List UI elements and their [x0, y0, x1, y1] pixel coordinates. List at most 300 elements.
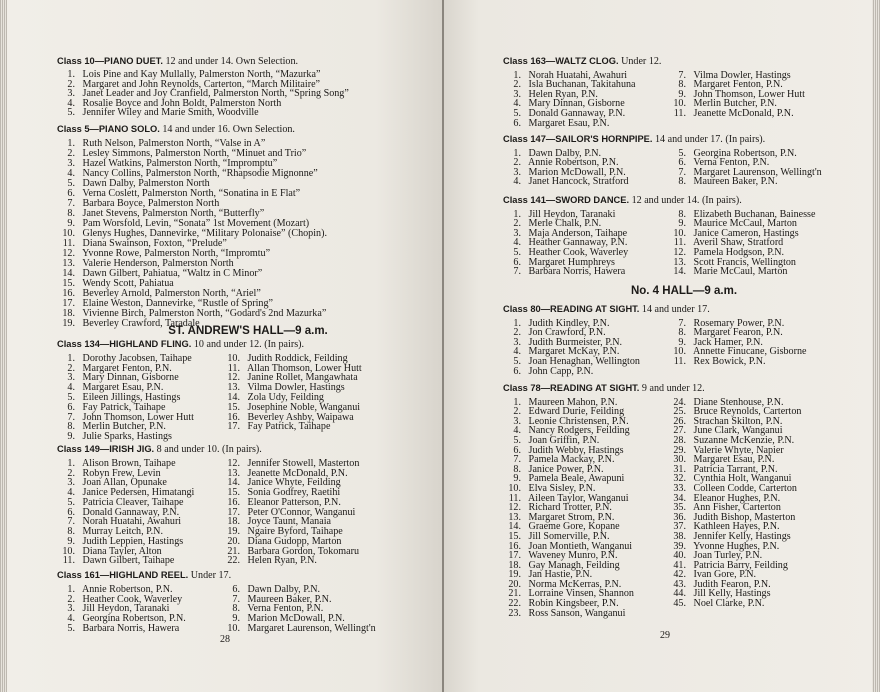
- entry-name: Helen Ryan, P.N.: [526, 88, 598, 100]
- class-heading: [503, 305, 710, 315]
- entry-number: 2.: [513, 327, 521, 339]
- entry-name: Dawn Dalby, P.N.: [526, 147, 602, 159]
- list-item: [222, 624, 376, 634]
- entry-name: Annette Finucane, Gisborne: [691, 346, 807, 358]
- entry-number: 4.: [513, 237, 521, 249]
- entry-name: Donald Gannaway, P.N.: [526, 107, 626, 119]
- entry-number: 3.: [67, 372, 75, 384]
- entry-number: 6.: [67, 506, 75, 518]
- class-80-reading-at-sight: [503, 304, 807, 377]
- entry-number: 6.: [67, 401, 75, 413]
- entry-number: 2.: [67, 148, 75, 159]
- entry-number: 13.: [227, 467, 240, 479]
- entry-number: 8.: [678, 79, 686, 91]
- entry-name: Wendy Scott, Pahiatua: [80, 278, 174, 289]
- entry-name: Janet Leader and Joy Cranfield, Palmerston North, “Spring Song”: [80, 88, 349, 100]
- entry-number: 34.: [673, 492, 686, 504]
- entry-number: 2.: [67, 362, 75, 374]
- entry-name: Kathleen Hayes, P.N.: [691, 521, 780, 533]
- entry-number: 12.: [673, 246, 686, 258]
- entry-number: 1.: [67, 583, 75, 595]
- entry-number: 16.: [227, 411, 240, 423]
- entry-name: Noel Clarke, P.N.: [691, 598, 765, 610]
- entry-name: Beverley Ashby, Waipawa: [245, 411, 354, 423]
- entry-name: Jennifer Kelly, Hastings: [691, 530, 791, 542]
- entry-number: 1.: [67, 138, 75, 149]
- entry-number: 8.: [678, 176, 686, 188]
- entry-name: Dawn Gilbert, Pahiatua, “Waltz in C Minor”: [80, 268, 263, 279]
- class-details: 12 and under 14. (In pairs).: [629, 195, 742, 206]
- entry-name: Yvonne Hughes, P.N.: [691, 540, 780, 552]
- class-heading: [503, 57, 661, 67]
- entry-number: 6.: [67, 188, 75, 199]
- entry-name: Verna Coslett, Palmerston North, “Sonatina in E Flat”: [80, 188, 301, 199]
- entry-name: Gay Managh, Feilding: [526, 559, 620, 571]
- entry-name: Merlin Butcher, P.N.: [691, 98, 777, 110]
- entry-name: Janet Stevens, Palmerston North, “Butterfly”: [80, 208, 265, 219]
- entry-number: 3.: [67, 158, 75, 169]
- entry-number: 3.: [67, 603, 75, 615]
- entry-number: 38.: [673, 530, 686, 542]
- class-title: Class 141—SWORD DANCE.: [503, 195, 630, 205]
- entry-number: 32.: [673, 473, 686, 485]
- entry-name: Eileen Jillings, Hastings: [80, 391, 181, 403]
- entry-name: Judith Bishop, Masterton: [691, 511, 796, 523]
- entry-name: Margaret Strom, P.N.: [526, 511, 615, 523]
- entry-number: 1.: [513, 396, 521, 408]
- entry-number: 35.: [673, 502, 686, 514]
- entry-number: 7.: [67, 411, 75, 423]
- class-149-irish-jig: [57, 444, 360, 567]
- class-details: Under 17.: [188, 570, 232, 581]
- entry-name: Patricia Tarrant, P.N.: [691, 463, 778, 475]
- entry-name: Elaine Weston, Dannevirke, “Rustle of Spring”: [80, 298, 273, 309]
- entry-number: 11.: [508, 492, 521, 504]
- entry-name: Fay Patrick, Taihape: [80, 401, 166, 413]
- page-number: 29: [660, 630, 670, 641]
- entry-name: Diana Gudopp, Marton: [245, 535, 342, 547]
- class-details: 14 and under 17. (In pairs).: [652, 134, 766, 145]
- entry-number: 6.: [513, 256, 521, 268]
- entry-name: Ann Fisher, Carterton: [691, 502, 781, 514]
- entry-number: 4.: [67, 613, 75, 625]
- entry-name: Annie Robertson, P.N.: [80, 583, 173, 595]
- entry-name: Mary Dinnan, Gisborne: [80, 372, 179, 384]
- class-details: 8 and under 10. (In pairs).: [154, 444, 262, 455]
- entry-number: 4.: [513, 425, 521, 437]
- entry-name: Verna Fenton, P.N.: [691, 157, 770, 169]
- entry-number: 14.: [673, 266, 686, 278]
- entry-name: Josephine Noble, Wanganui: [245, 401, 361, 413]
- class-heading: [57, 571, 231, 581]
- class-heading: [57, 124, 327, 135]
- entry-number: 31.: [673, 463, 686, 475]
- entry-number: 41.: [673, 559, 686, 571]
- entry-number: 5.: [678, 147, 686, 159]
- entry-number: 8.: [232, 603, 240, 615]
- entry-number: 9.: [67, 535, 75, 547]
- two-column-list: [503, 396, 802, 619]
- list-column: [668, 71, 805, 119]
- entry-name: Jennifer Wiley and Marie Smith, Woodville: [80, 107, 259, 119]
- entry-number: 2.: [67, 593, 75, 605]
- entry-number: 20.: [227, 535, 240, 547]
- entry-number: 3.: [513, 166, 521, 178]
- entry-name: Dawn Dalby, P.N.: [245, 583, 321, 595]
- entry-number: 4.: [67, 97, 75, 109]
- entry-name: Jennifer Stowell, Masterton: [245, 457, 360, 469]
- entry-name: John Thomson, Lower Hutt: [80, 411, 194, 423]
- entry-name: Judith Kindley, P.N.: [526, 317, 610, 329]
- entry-name: Maurice McCaul, Marton: [691, 218, 797, 230]
- entry-number: 18.: [227, 516, 240, 528]
- class-134-highland-fling: [57, 339, 362, 443]
- class-141-sword-dance: [503, 195, 816, 278]
- hall-heading: No. 4 HALL—9 a.m.: [630, 285, 738, 297]
- entry-number: 4.: [513, 346, 521, 358]
- class-heading: [57, 57, 349, 66]
- entry-name: Lois Pine and Kay Mullally, Palmerston North, “Mazurka”: [80, 69, 321, 81]
- entry-number: 9.: [678, 336, 686, 348]
- entry-name: Robyn Frew, Levin: [80, 467, 161, 479]
- entry-name: Valerie Henderson, Palmerston North: [80, 258, 234, 269]
- entry-name: Margaret Fenton, P.N.: [80, 362, 172, 374]
- entry-number: 7.: [678, 166, 686, 178]
- entry-number: 36.: [673, 511, 686, 523]
- entry-name: Margaret Esau, P.N.: [691, 454, 775, 466]
- entry-name: Annie Robertson, P.N.: [526, 157, 619, 169]
- entry-number: 9.: [67, 218, 75, 229]
- list-item: [668, 109, 805, 119]
- list-column: [503, 71, 661, 129]
- entry-number: 17.: [508, 550, 521, 562]
- entry-name: Janice Whyte, Feilding: [245, 477, 341, 489]
- entry-number: 15.: [227, 401, 240, 413]
- entry-number: 9.: [678, 88, 686, 100]
- entry-name: Sonia Godfrey, Raetihi: [245, 487, 341, 498]
- entry-name: Ivan Gore, P.N.: [691, 569, 757, 581]
- entry-number: 14.: [227, 477, 240, 489]
- entry-name: Merle Chalk, P.N.: [526, 218, 602, 230]
- entry-number: 13.: [62, 258, 75, 269]
- entry-name: Verna Fenton, P.N.: [245, 603, 324, 615]
- entry-number: 21.: [508, 588, 521, 600]
- class-161-highland-reel: [57, 570, 376, 634]
- entry-name: Jeanette McDonald, P.N.: [245, 467, 348, 479]
- entry-number: 13.: [227, 382, 240, 394]
- entry-name: Zola Udy, Feilding: [245, 391, 324, 403]
- entry-number: 10.: [673, 346, 686, 358]
- two-column-list: [503, 208, 816, 278]
- entry-number: 8.: [67, 208, 75, 219]
- entry-name: Pamela Mackay, P.N.: [526, 454, 615, 466]
- entry-name: Robin Kingsbeer, P.N.: [526, 598, 619, 610]
- entry-number: 17.: [62, 298, 75, 309]
- entry-number: 18.: [508, 559, 521, 571]
- entry-number: 10.: [227, 352, 240, 364]
- entry-number: 12.: [227, 457, 240, 469]
- list-column: [222, 459, 359, 566]
- class-details: 10 and under 12. (In pairs).: [191, 339, 305, 350]
- entry-name: Murray Leitch, P.N.: [80, 526, 163, 537]
- entry-name: Valerie Whyte, Napier: [691, 444, 784, 456]
- entry-name: Vivienne Birch, Palmerston North, “Godard's 2nd Mazurka”: [80, 308, 327, 319]
- entry-name: Marion McDowall, P.N.: [245, 613, 345, 625]
- entry-name: Judith Burmeister, P.N.: [526, 336, 623, 348]
- two-column-list: [57, 583, 376, 634]
- entry-name: Glenys Hughes, Dannevirke, “Military Polonaise” (Chopin).: [80, 228, 327, 239]
- entry-name: June Clark, Wanganui: [691, 425, 783, 437]
- class-details: 14 and under 17.: [639, 304, 710, 315]
- entry-name: Nancy Collins, Palmerston North, “Rhapsodie Mignonne”: [80, 168, 318, 179]
- entry-number: 7.: [678, 317, 686, 329]
- entry-number: 3.: [513, 88, 521, 100]
- entry-name: Margaret Fearon, P.N.: [691, 327, 783, 339]
- entry-number: 39.: [673, 540, 686, 552]
- entry-number: 1.: [67, 352, 75, 364]
- list-item: [222, 422, 362, 432]
- entry-name: Rosemary Power, P.N.: [691, 317, 785, 329]
- entry-name: Allan Thomson, Lower Hutt: [245, 362, 362, 374]
- list-item: [503, 367, 710, 377]
- entry-name: Elva Sisley, P.N.: [526, 482, 596, 494]
- entry-number: 11.: [673, 107, 686, 119]
- entry-name: Joan Montieth, Wanganui: [526, 540, 633, 552]
- entry-number: 21.: [227, 545, 240, 557]
- entry-name: Diane Stenhouse, P.N.: [691, 396, 784, 408]
- entry-number: 10.: [227, 622, 240, 634]
- entry-name: Rex Bowick, P.N.: [691, 355, 766, 367]
- entry-number: 7.: [67, 198, 75, 209]
- list-item: [222, 556, 359, 566]
- entry-number: 8.: [67, 421, 75, 433]
- entry-name: Elizabeth Buchanan, Bainesse: [691, 208, 816, 220]
- entry-number: 40.: [673, 550, 686, 562]
- entry-number: 6.: [513, 444, 521, 456]
- entry-number: 44.: [673, 588, 686, 600]
- entry-name: Merlin Butcher, P.N.: [80, 421, 166, 433]
- list-item: [503, 119, 661, 129]
- entry-number: 12.: [508, 502, 521, 514]
- entry-name: Marion McDowall, P.N.: [526, 166, 626, 178]
- entry-name: Joan Henaghan, Wellington: [526, 355, 640, 367]
- entry-name: Marie McCaul, Marton: [691, 266, 788, 278]
- entry-name: Heather Cook, Waverley: [80, 593, 183, 605]
- entry-number: 1.: [513, 147, 521, 159]
- entry-name: Margaret Laurenson, Wellingt'n: [245, 622, 376, 634]
- entry-name: Edward Durie, Feilding: [526, 406, 625, 418]
- entry-name: Barbara Boyce, Palmerston North: [80, 198, 220, 209]
- entry-name: Jeanette McDonald, P.N.: [691, 107, 794, 119]
- entry-number: 9.: [67, 431, 75, 443]
- entry-number: 45.: [673, 598, 686, 610]
- entry-name: Julie Sparks, Hastings: [80, 431, 172, 443]
- entry-number: 7.: [232, 593, 240, 605]
- two-column-list: [503, 69, 805, 129]
- entry-number: 10.: [62, 228, 75, 239]
- entry-name: Maureen Mahon, P.N.: [526, 396, 618, 408]
- entry-name: Lesley Simmons, Palmerston North, “Minuet and Trio”: [80, 148, 307, 159]
- entry-number: 19.: [62, 318, 75, 329]
- list-item: [668, 177, 822, 187]
- entry-name: Beverley Crawford, Taradale: [80, 318, 200, 329]
- entry-number: 14.: [227, 391, 240, 403]
- entry-number: 11.: [62, 238, 75, 249]
- list-column: [668, 149, 822, 187]
- entry-number: 6.: [513, 365, 521, 377]
- entry-number: 10.: [673, 227, 686, 239]
- entry-name: Heather Cook, Waverley: [526, 246, 629, 258]
- entry-number: 15.: [62, 278, 75, 289]
- entry-number: 5.: [67, 496, 75, 508]
- hall-heading: ST. ANDREW'S HALL—9 a.m.: [168, 325, 328, 337]
- class-title: Class 161—HIGHLAND REEL.: [57, 570, 189, 580]
- entry-name: John Capp, P.N.: [526, 365, 594, 377]
- entry-number: 1.: [513, 208, 521, 220]
- entry-name: Dawn Dalby, Palmerston North: [80, 178, 210, 189]
- entry-name: Leonie Christensen, P.N.: [526, 415, 629, 427]
- entry-number: 16.: [227, 496, 240, 508]
- entry-number: 2.: [513, 218, 521, 230]
- entry-name: Graeme Gore, Kopane: [526, 521, 620, 533]
- entry-name: Vilma Dowler, Hastings: [245, 382, 345, 394]
- entry-name: Hazel Watkins, Palmerston North, “Impromptu”: [80, 158, 278, 169]
- entry-number: 14.: [508, 521, 521, 533]
- two-column-list: [503, 147, 822, 188]
- entry-number: 13.: [508, 511, 521, 523]
- entry-number: 5.: [513, 434, 521, 446]
- list-column: [57, 585, 231, 634]
- entry-number: 8.: [678, 327, 686, 339]
- entry-number: 1.: [67, 69, 75, 81]
- entry-number: 5.: [513, 246, 521, 258]
- class-5-piano-solo: [57, 124, 327, 329]
- class-heading: [503, 384, 705, 394]
- class-163-waltz-clog: [503, 56, 805, 129]
- two-column-list: [57, 457, 360, 567]
- entry-name: Vilma Dowler, Hastings: [691, 69, 791, 81]
- class-title: Class 80—READING AT SIGHT.: [503, 304, 640, 314]
- entry-number: 4.: [513, 176, 521, 188]
- entry-name: Mary Dinnan, Gisborne: [526, 98, 625, 110]
- entry-number: 5.: [67, 178, 75, 189]
- entry-name: Diana Swainson, Foxton, “Prelude”: [80, 238, 227, 249]
- entry-number: 8.: [513, 463, 521, 475]
- entry-number: 14.: [62, 268, 75, 279]
- entry-name: Barbara Norris, Hawera: [80, 622, 180, 634]
- entry-name: Barbara Gordon, Tokomaru: [245, 545, 360, 557]
- entry-number: 1.: [67, 457, 75, 469]
- entry-number: 4.: [67, 382, 75, 394]
- entry-name: Judith Fearon, P.N.: [691, 578, 771, 590]
- entry-name: Patricia Barry, Feilding: [691, 559, 788, 571]
- entry-number: 22.: [227, 555, 240, 567]
- entry-name: Lorraine Vinsen, Shannon: [526, 588, 634, 600]
- entry-name: Heather Gannaway, P.N.: [526, 237, 628, 249]
- entry-name: Maureen Baker, P.N.: [245, 593, 332, 605]
- entry-name: Ngaire Byford, Taihape: [245, 526, 343, 537]
- list-item: [57, 624, 231, 634]
- entry-name: Georgina Robertson, P.N.: [691, 147, 797, 159]
- entry-name: Eleanor Hughes, P.N.: [691, 492, 781, 504]
- entry-number: 30.: [673, 454, 686, 466]
- entry-name: Margaret Esau, P.N.: [526, 117, 610, 129]
- entry-name: Joan Turley, P.N.: [691, 550, 763, 562]
- list-item: [503, 609, 705, 619]
- entry-name: Joan Allan, Opunake: [80, 477, 167, 489]
- class-details: 9 and under 12.: [639, 383, 705, 394]
- list-item: [668, 267, 815, 277]
- class-title: Class 149—IRISH JIG.: [57, 444, 155, 454]
- entry-number: 7.: [678, 69, 686, 81]
- entry-name: John Thomson, Lower Hutt: [691, 88, 805, 100]
- list-item: [668, 599, 801, 609]
- class-title: Class 147—SAILOR'S HORNPIPE.: [503, 134, 653, 144]
- entry-name: Janine Rollet, Mangawhata: [245, 372, 358, 384]
- entry-name: Margaret Fenton, P.N.: [691, 79, 783, 91]
- entry-number: 1.: [513, 69, 521, 81]
- class-details: 14 and under 16. Own Selection.: [159, 124, 295, 135]
- entry-number: 15.: [227, 487, 240, 498]
- class-details: 12 and under 14. Own Selection.: [162, 56, 299, 67]
- entry-name: Donald Gannaway, P.N.: [80, 506, 180, 518]
- entry-name: Georgina Robertson, P.N.: [80, 613, 186, 625]
- two-column-list: [503, 317, 807, 377]
- list-item: [57, 108, 349, 117]
- entry-name: Colleen Codde, Carterton: [691, 482, 797, 494]
- entry-number: 33.: [673, 482, 686, 494]
- entry-number: 5.: [67, 107, 75, 119]
- entry-number: 43.: [673, 578, 686, 590]
- entry-name: Judith Roddick, Feilding: [245, 352, 348, 364]
- entry-name: Jill Kelly, Hastings: [691, 588, 771, 600]
- entry-name: Bruce Reynolds, Carterton: [691, 406, 802, 418]
- entry-number: 15.: [508, 530, 521, 542]
- entry-name: Peter O'Connor, Wanganui: [245, 506, 356, 518]
- entry-name: Ruth Nelson, Palmerston North, “Valse in A”: [80, 138, 266, 149]
- entry-name: Cynthia Holt, Wanganui: [691, 473, 792, 485]
- entry-number: 5.: [67, 622, 75, 634]
- entry-number: 17.: [227, 421, 240, 433]
- entry-number: 2.: [67, 78, 75, 90]
- entry-name: Nancy Rodgers, Feilding: [526, 425, 630, 437]
- entry-number: 5.: [67, 391, 75, 403]
- class-10-piano-duet: [57, 57, 349, 117]
- list-column: [668, 398, 801, 609]
- entry-number: 29.: [673, 444, 686, 456]
- entry-name: Judith Leppien, Hastings: [80, 535, 184, 547]
- entry-number: 16.: [508, 540, 521, 552]
- entry-number: 9.: [513, 473, 521, 485]
- list-column: [222, 354, 362, 432]
- class-title: Class 5—PIANO SOLO.: [57, 124, 160, 134]
- entry-name: Aileen Taylor, Wanganui: [526, 492, 629, 504]
- class-heading: [57, 445, 262, 455]
- entry-name: Pam Worsfold, Levin, “Sonata” 1st Movement (Mozart): [80, 218, 310, 229]
- entry-number: 4.: [67, 487, 75, 498]
- entry-number: 18.: [62, 308, 75, 319]
- entry-name: Janice Pedersen, Himatangi: [80, 487, 195, 498]
- entry-number: 12.: [62, 248, 75, 259]
- entry-name: Jill Heydon, Taranaki: [80, 603, 170, 615]
- entry-name: Scott Francis, Wellington: [691, 256, 796, 268]
- entry-name: Janice Power, P.N.: [526, 463, 604, 475]
- page-edge-stack: [872, 0, 880, 692]
- entry-name: Suzanne McKenzie, P.N.: [691, 434, 795, 446]
- class-details: Under 12.: [618, 56, 662, 67]
- entry-name: Joyce Taunt, Manaia: [245, 516, 331, 528]
- entry-number: 11.: [673, 237, 686, 249]
